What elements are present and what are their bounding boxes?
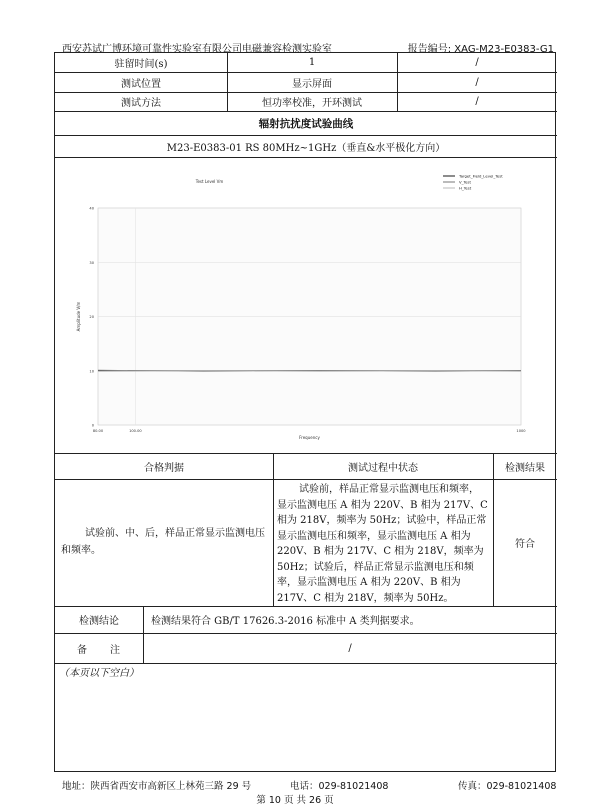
process-line: 相为 218V，频率为 50Hz；试验中，样品正常 — [277, 515, 487, 526]
divider — [55, 479, 557, 480]
param-label: 驻留时间(s) — [114, 59, 168, 70]
report-number: 报告编号: XAG-M23-E0383-G1 — [407, 44, 554, 55]
series-line — [98, 371, 521, 372]
page-number: 第 10 页 共 26 页 — [256, 795, 334, 806]
process-line: 显示监测电压 A 相为 220V、B 相为 217V、C — [277, 499, 488, 511]
y-tick-label: 10 — [89, 369, 94, 374]
param-value: 1 — [308, 57, 316, 68]
x-tick-label: 100.00 — [129, 429, 142, 433]
process-header: 测试过程中状态 — [348, 462, 418, 474]
x-axis-label: Frequency — [299, 435, 320, 440]
chart-area — [56, 161, 555, 452]
lab-name: 西安苏试广博环境可靠性实验室有限公司电磁兼容检测实验室 — [62, 44, 332, 55]
param-extra: / — [475, 76, 479, 88]
process-line: 率，显示监测电压 A 相为 220V、B 相为 — [277, 577, 461, 588]
process-line: 50Hz；试验后，样品正常显示监测电压和频 — [277, 561, 474, 573]
process-line: 220V、B 相为 217V、C 相为 218V，频率为 — [277, 546, 484, 557]
footer-address: 地址：陕西省西安市高新区上林苑三路 29 号 — [62, 781, 252, 792]
conclusion-text: 检测结果符合 GB/T 17626.3-2016 标准中 A 类判据要求。 — [151, 616, 420, 627]
param-label: 测试方法 — [121, 98, 161, 109]
footer-phone: 电话：029-81021408 — [290, 781, 389, 792]
rs-test-chart — [56, 161, 555, 452]
x-tick-label: 1000 — [516, 429, 526, 433]
legend-label: V_Test — [459, 179, 471, 185]
conclusion-label: 检测结论 — [79, 616, 119, 627]
legend-label: H_Test — [459, 185, 472, 191]
param-label: 测试位置 — [121, 78, 161, 90]
param-value: 恒功率校准，开环测试 — [262, 98, 362, 109]
divider — [55, 663, 557, 664]
y-tick-label: 0 — [91, 423, 94, 428]
remarks-label: 备 注 — [77, 644, 121, 656]
divider — [55, 157, 557, 158]
y-tick-label: 30 — [89, 260, 94, 265]
report-table — [54, 52, 556, 772]
blank-note: （本页以下空白） — [59, 668, 139, 679]
chart-title: Test Level Vm — [195, 179, 224, 184]
y-axis-label: Amplitude V/m — [76, 301, 81, 332]
legend-label: Target_Field_Level_Test — [459, 173, 503, 179]
chart-caption: M23-E0383-01 RS 80MHz~1GHz（垂直&水平极化方向） — [166, 142, 446, 154]
process-text — [277, 482, 491, 606]
result-value: 符合 — [515, 539, 535, 550]
param-extra: / — [475, 57, 479, 68]
process-line: 217V、C 相为 218V，频率为 50Hz。 — [277, 592, 454, 604]
param-extra: / — [475, 96, 479, 107]
x-tick-label: 80.00 — [92, 429, 104, 433]
result-header: 检测结果 — [505, 462, 545, 474]
section-title: 辐射抗扰度试验曲线 — [258, 117, 354, 130]
criterion-header: 合格判据 — [144, 462, 184, 474]
process-line: 显示监测电压和频率，显示监测电压 A 相为 — [277, 530, 471, 542]
criterion-text: 试验前、中、后，样品正常显示监测电压和频率。 — [61, 528, 265, 556]
footer-fax: 传真：029-81021408 — [458, 781, 557, 792]
remarks-value: / — [348, 642, 352, 654]
param-value: 显示屏面 — [292, 78, 332, 90]
y-tick-label: 20 — [89, 315, 94, 319]
process-line: 试验前，样品正常显示监测电压和频率， — [299, 484, 479, 495]
y-tick-label: 40 — [89, 206, 94, 211]
